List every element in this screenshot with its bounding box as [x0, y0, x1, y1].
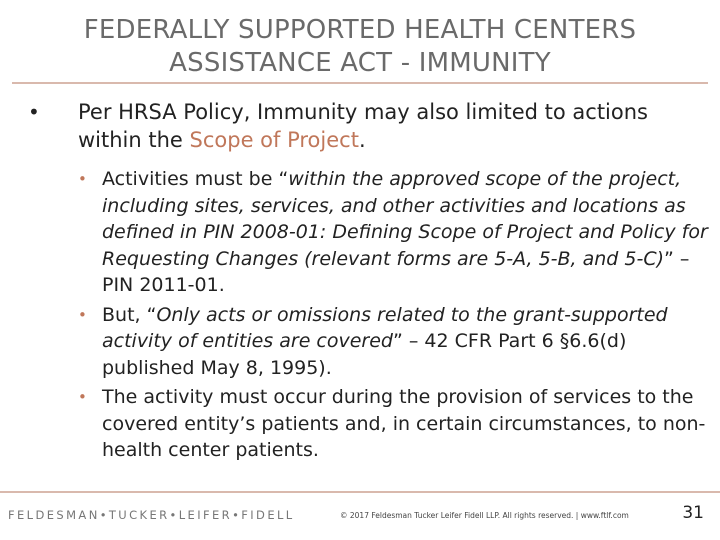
sub-bullet-list [78, 166, 708, 464]
footer-divider [0, 491, 720, 493]
page-number: 31 [682, 503, 704, 523]
sub-bullet-2-pre: But, “ [102, 303, 157, 326]
sub-bullet-marker: • [78, 388, 87, 406]
firm-logo: FELDESMAN•TUCKER•LEIFER•FIDELL [8, 508, 295, 522]
sub-bullet-marker: • [78, 170, 87, 188]
slide-content [28, 98, 708, 467]
main-bullet-text: Per HRSA Policy, Immunity may also limited to actions within the [78, 100, 648, 152]
sub-bullet-3-text: The activity must occur during the provision of services to the covered entity’s patients and, in certain circumstances, to non-health center patients. [102, 386, 706, 461]
sub-bullet-marker: • [78, 305, 87, 324]
sub-bullet-1 [78, 166, 708, 299]
main-bullet-end: . [358, 128, 366, 152]
sub-bullet-2-post: ” – 42 CFR Part 6 §6.6(d) published May 8, 1995). [102, 330, 627, 379]
title-line-2: ASSISTANCE ACT - IMMUNITY [169, 48, 551, 78]
sub-bullet-1-post: ” – PIN 2011-01. [102, 247, 690, 296]
scope-of-project-highlight: Scope of Project [189, 128, 359, 152]
main-bullet-marker: • [28, 100, 40, 124]
slide-title [0, 14, 720, 80]
main-bullet [28, 98, 708, 154]
sub-bullet-2 [78, 302, 708, 382]
title-line-1: FEDERALLY SUPPORTED HEALTH CENTERS [83, 15, 637, 45]
copyright-notice: © 2017 Feldesman Tucker Leifer Fidell LLP. All rights reserved. | www.ftlf.com [340, 511, 629, 520]
sub-bullet-1-quote: within the approved scope of the project, including sites, services, and other activities and locations as defined in PIN 2008-01: Defining Scope of Project and Policy for Requesting Changes (relevant forms are 5-A, 5-B, and 5-C) [102, 168, 708, 270]
sub-bullet-2-quote: Only acts or omissions related to the grant-supported activity of entities are covered [102, 303, 668, 352]
sub-bullet-3 [78, 384, 708, 464]
title-divider [12, 82, 708, 84]
sub-bullet-1-pre: Activities must be “ [102, 168, 289, 190]
